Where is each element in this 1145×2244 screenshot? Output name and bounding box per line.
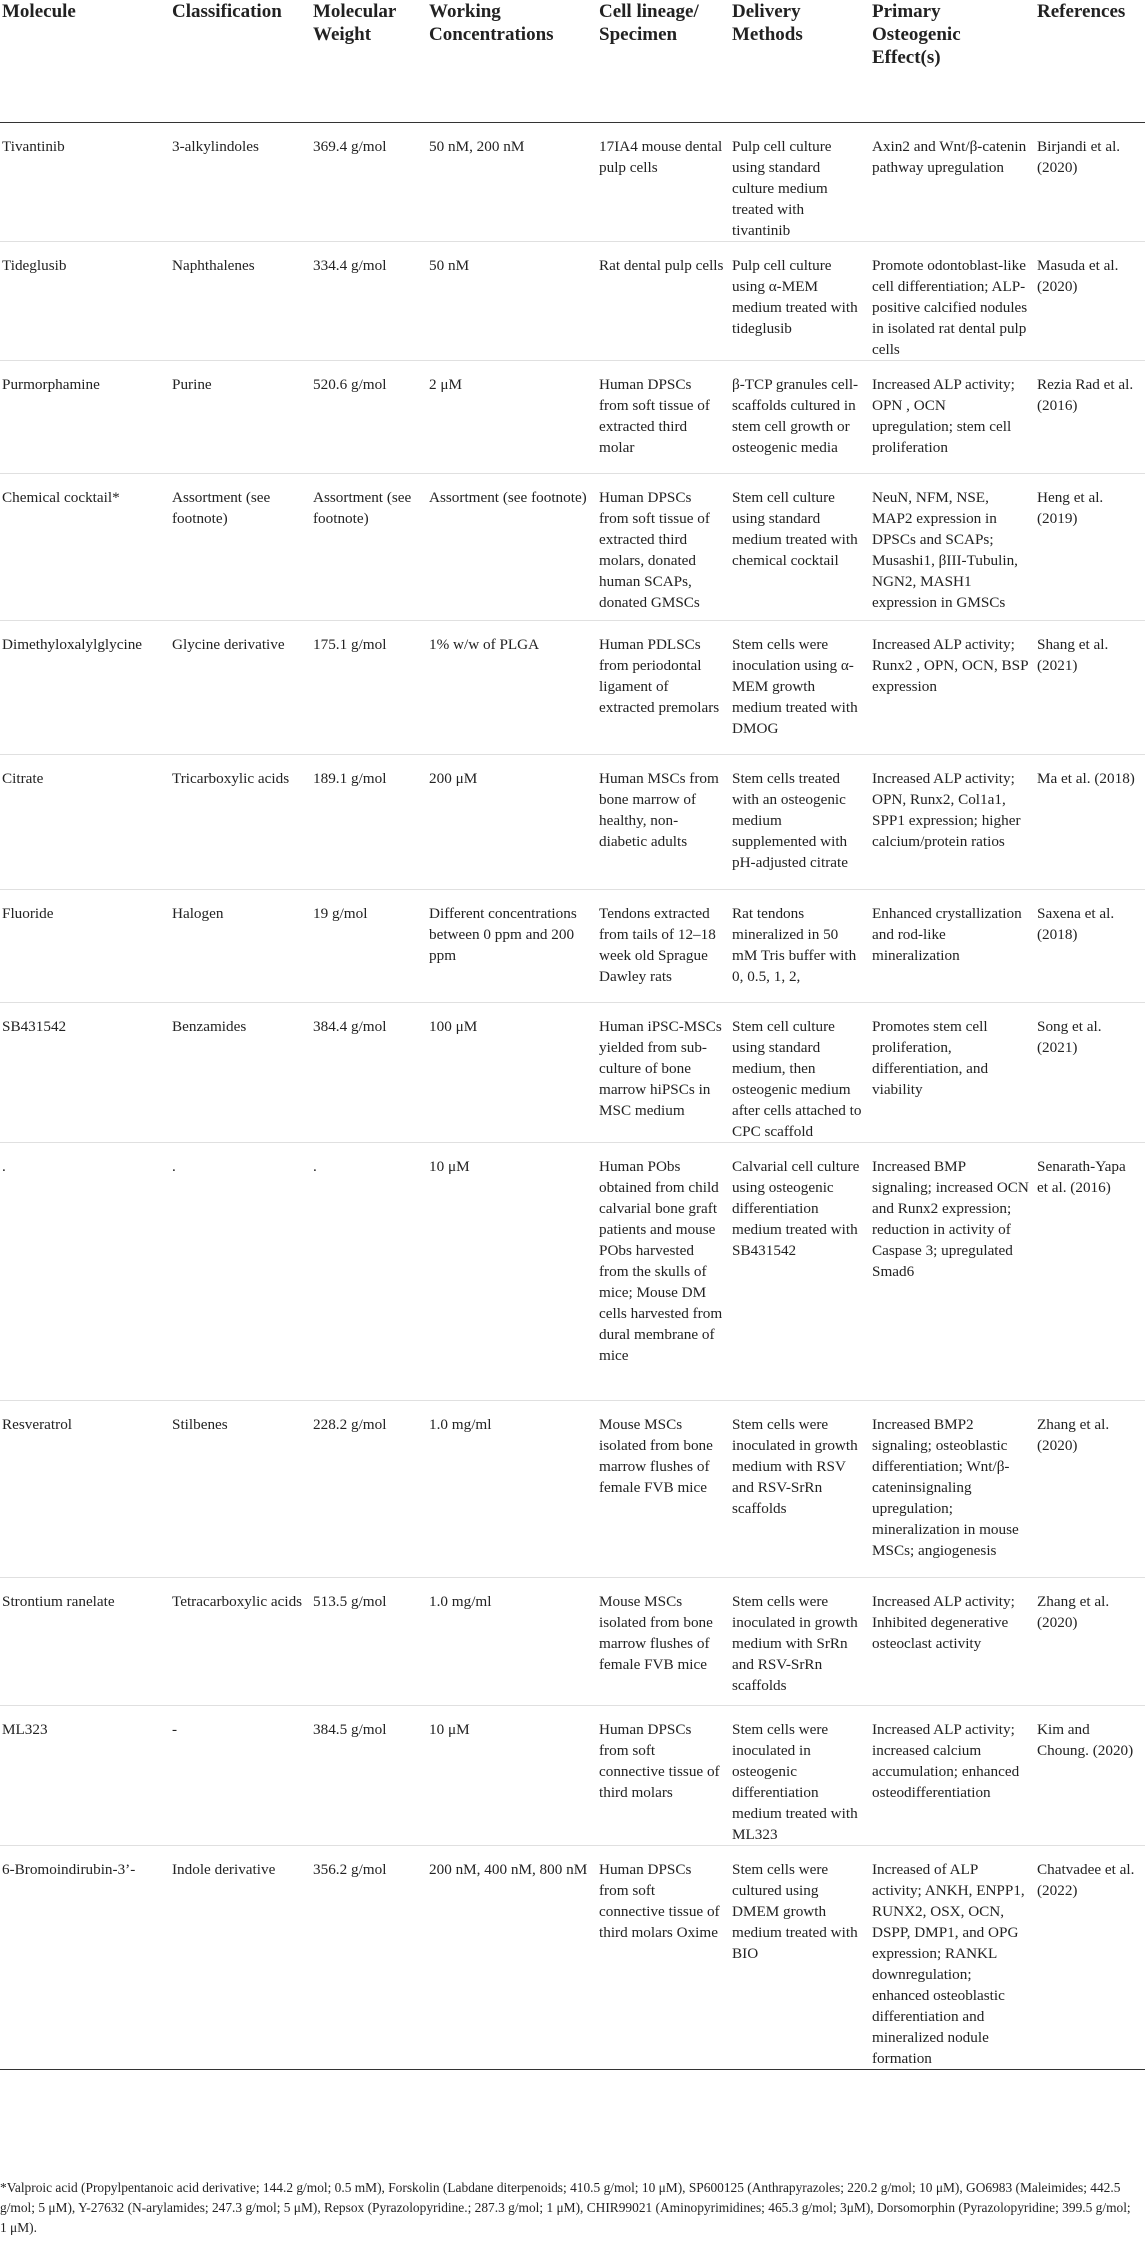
cell-classification: Stilbenes (170, 1400, 311, 1577)
cell-molecule: 6-Bromoindirubin-3’- (0, 1845, 170, 2069)
cell-delivery-method: Stem cell culture using standard medium, then osteogenic medium after cells attached to CPC scaffold (730, 1002, 870, 1142)
cell-reference: Chatvadee et al. (2022) (1035, 1845, 1145, 2069)
cell-reference: Masuda et al. (2020) (1035, 241, 1145, 360)
cell-working-concentration: 1.0 mg/ml (427, 1400, 597, 1577)
cell-osteogenic-effect: Increased ALP activity; OPN , OCN upregulation; stem cell proliferation (870, 360, 1035, 473)
cell-delivery-method: Stem cells treated with an osteogenic medium supplemented with pH-adjusted citrate (730, 754, 870, 889)
header-delivery-methods: Delivery Methods (730, 0, 870, 122)
cell-cell-lineage: 17IA4 mouse dental pulp cells (597, 122, 730, 241)
cell-molecule: Tivantinib (0, 122, 170, 241)
cell-reference: Song et al. (2021) (1035, 1002, 1145, 1142)
table-row (0, 1002, 1145, 1142)
cell-cell-lineage: Human DPSCs from soft tissue of extracted third molars, donated human SCAPs, donated GMSCs (597, 473, 730, 620)
cell-osteogenic-effect: Increased ALP activity; Runx2 , OPN, OCN, BSP expression (870, 620, 1035, 754)
cell-delivery-method: Stem cells were inoculation using α-MEM growth medium treated with DMOG (730, 620, 870, 754)
table-row (0, 1142, 1145, 1400)
cell-cell-lineage: Rat dental pulp cells (597, 241, 730, 360)
header-osteogenic-effects: Primary Osteogenic Effect(s) (870, 0, 1035, 122)
table-header (0, 0, 1145, 122)
cell-working-concentration: 1% w/w of PLGA (427, 620, 597, 754)
table-row (0, 889, 1145, 1002)
cell-classification: Tricarboxylic acids (170, 754, 311, 889)
table-row (0, 122, 1145, 241)
cell-reference: Shang et al. (2021) (1035, 620, 1145, 754)
cell-molecular-weight: 513.5 g/mol (311, 1577, 427, 1705)
cell-cell-lineage: Mouse MSCs isolated from bone marrow flushes of female FVB mice (597, 1400, 730, 1577)
cell-classification: 3-alkylindoles (170, 122, 311, 241)
cell-classification: Glycine derivative (170, 620, 311, 754)
cell-molecule: Citrate (0, 754, 170, 889)
header-working-concentrations: Working Concentrations (427, 0, 597, 122)
header-references: References (1035, 0, 1145, 122)
cell-classification: Indole derivative (170, 1845, 311, 2069)
cell-molecule: SB431542 (0, 1002, 170, 1142)
cell-molecular-weight: 369.4 g/mol (311, 122, 427, 241)
cell-classification: Tetracarboxylic acids (170, 1577, 311, 1705)
cell-classification: Halogen (170, 889, 311, 1002)
cell-cell-lineage: Human iPSC-MSCs yielded from sub-culture of bone marrow hiPSCs in MSC medium (597, 1002, 730, 1142)
cell-delivery-method: Stem cell culture using standard medium treated with chemical cocktail (730, 473, 870, 620)
cell-molecular-weight: 189.1 g/mol (311, 754, 427, 889)
header-molecular-weight: Molecular Weight (311, 0, 427, 122)
cell-molecule: Dimethyloxalylglycine (0, 620, 170, 754)
cell-working-concentration: 1.0 mg/ml (427, 1577, 597, 1705)
cell-molecular-weight: 520.6 g/mol (311, 360, 427, 473)
cell-osteogenic-effect: Promote odontoblast-like cell differentiation; ALP-positive calcified nodules in isolated rat dental pulp cells (870, 241, 1035, 360)
table-row (0, 620, 1145, 754)
cell-delivery-method: Stem cells were cultured using DMEM growth medium treated with BIO (730, 1845, 870, 2069)
cell-molecule: Resveratrol (0, 1400, 170, 1577)
cell-reference: Ma et al. (2018) (1035, 754, 1145, 889)
table-body (0, 122, 1145, 2069)
cell-classification: Naphthalenes (170, 241, 311, 360)
cell-molecule: ML323 (0, 1705, 170, 1845)
cell-osteogenic-effect: Increased ALP activity; increased calcium accumulation; enhanced osteodifferentiation (870, 1705, 1035, 1845)
cell-molecular-weight: 384.5 g/mol (311, 1705, 427, 1845)
cell-osteogenic-effect: Increased ALP activity; Inhibited degenerative osteoclast activity (870, 1577, 1035, 1705)
cell-working-concentration: 10 μM (427, 1705, 597, 1845)
cell-molecular-weight: 334.4 g/mol (311, 241, 427, 360)
cell-working-concentration: 2 μM (427, 360, 597, 473)
cell-working-concentration: Assortment (see footnote) (427, 473, 597, 620)
table-row (0, 360, 1145, 473)
cell-delivery-method: Rat tendons mineralized in 50 mM Tris buffer with 0, 0.5, 1, 2, (730, 889, 870, 1002)
cell-molecule: Fluoride (0, 889, 170, 1002)
cell-molecular-weight: . (311, 1142, 427, 1400)
table-row (0, 1845, 1145, 2069)
header-classification: Classification (170, 0, 311, 122)
cell-molecular-weight: 19 g/mol (311, 889, 427, 1002)
table-footnote: *Valproic acid (Propylpentanoic acid derivative; 144.2 g/mol; 0.5 mM), Forskolin (Labdane diterpenoids; 410.5 g/mol; 10 μM), SP600125 (Anthrapyrazoles; 220.2 g/mol; 10 μM), GO6983 (Maleimides; 442.5 g/mol; 5 μM), Y-27632 (N-arylamides; 247.3 g/mol; 5 μM), Repsox (Pyrazolopyridine.; 287.3 g/mol; 1 μM), CHIR99021 (Aminopyrimidines; 465.3 g/mol; 3μM), Dorsomorphin (Pyrazolopyridine; 399.5 g/mol; 1 μM). (0, 2180, 1131, 2235)
cell-delivery-method: Stem cells were inoculated in growth medium with SrRn and RSV-SrRn scaffolds (730, 1577, 870, 1705)
table-row (0, 754, 1145, 889)
cell-osteogenic-effect: Increased ALP activity; OPN, Runx2, Col1a1, SPP1 expression; higher calcium/protein ratios (870, 754, 1035, 889)
cell-molecular-weight: 228.2 g/mol (311, 1400, 427, 1577)
table-row (0, 1705, 1145, 1845)
cell-classification: . (170, 1142, 311, 1400)
cell-molecule: Purmorphamine (0, 360, 170, 473)
header-cell-lineage: Cell lineage/ Specimen (597, 0, 730, 122)
cell-osteogenic-effect: Increased BMP signaling; increased OCN and Runx2 expression; reduction in activity of Caspase 3; upregulated Smad6 (870, 1142, 1035, 1400)
cell-cell-lineage: Tendons extracted from tails of 12–18 week old Sprague Dawley rats (597, 889, 730, 1002)
cell-molecule: Strontium ranelate (0, 1577, 170, 1705)
cell-working-concentration: 50 nM, 200 nM (427, 122, 597, 241)
cell-reference: Saxena et al. (2018) (1035, 889, 1145, 1002)
cell-osteogenic-effect: Axin2 and Wnt/β-catenin pathway upregulation (870, 122, 1035, 241)
cell-cell-lineage: Mouse MSCs isolated from bone marrow flushes of female FVB mice (597, 1577, 730, 1705)
cell-osteogenic-effect: Increased of ALP activity; ANKH, ENPP1, RUNX2, OSX, OCN, DSPP, DMP1, and OPG expression; RANKL downregulation; enhanced osteoblastic differentiation and mineralized nodule formation (870, 1845, 1035, 2069)
cell-reference: Senarath-Yapa et al. (2016) (1035, 1142, 1145, 1400)
cell-delivery-method: Stem cells were inoculated in osteogenic differentiation medium treated with ML323 (730, 1705, 870, 1845)
cell-reference: Zhang et al. (2020) (1035, 1400, 1145, 1577)
cell-classification: Purine (170, 360, 311, 473)
header-row (0, 0, 1145, 122)
cell-osteogenic-effect: NeuN, NFM, NSE, MAP2 expression in DPSCs and SCAPs; Musashi1, βIII-Tubulin, NGN2, MASH1 expression in GMSCs (870, 473, 1035, 620)
header-molecule: Molecule (0, 0, 170, 122)
cell-molecular-weight: Assortment (see footnote) (311, 473, 427, 620)
cell-reference: Birjandi et al. (2020) (1035, 122, 1145, 241)
cell-working-concentration: 100 μM (427, 1002, 597, 1142)
cell-reference: Rezia Rad et al. (2016) (1035, 360, 1145, 473)
cell-working-concentration: 200 nM, 400 nM, 800 nM (427, 1845, 597, 2069)
cell-cell-lineage: Human DPSCs from soft connective tissue of third molars (597, 1705, 730, 1845)
cell-molecule: . (0, 1142, 170, 1400)
cell-cell-lineage: Human DPSCs from soft tissue of extracted third molar (597, 360, 730, 473)
cell-osteogenic-effect: Enhanced crystallization and rod-like mineralization (870, 889, 1035, 1002)
cell-osteogenic-effect: Increased BMP2 signaling; osteoblastic differentiation; Wnt/β-cateninsignaling upregulation; mineralization in mouse MSCs; angiogenesis (870, 1400, 1035, 1577)
cell-delivery-method: Pulp cell culture using standard culture medium treated with tivantinib (730, 122, 870, 241)
cell-delivery-method: Calvarial cell culture using osteogenic differentiation medium treated with SB431542 (730, 1142, 870, 1400)
cell-molecular-weight: 175.1 g/mol (311, 620, 427, 754)
table-row (0, 241, 1145, 360)
table-row (0, 1400, 1145, 1577)
table-row (0, 473, 1145, 620)
cell-classification: Benzamides (170, 1002, 311, 1142)
cell-cell-lineage: Human PObs obtained from child calvarial bone graft patients and mouse PObs harvested from the skulls of mice; Mouse DM cells harvested from dural membrane of mice (597, 1142, 730, 1400)
cell-working-concentration: 200 μM (427, 754, 597, 889)
cell-cell-lineage: Human PDLSCs from periodontal ligament of extracted premolars (597, 620, 730, 754)
cell-molecular-weight: 384.4 g/mol (311, 1002, 427, 1142)
cell-reference: Zhang et al. (2020) (1035, 1577, 1145, 1705)
cell-cell-lineage: Human MSCs from bone marrow of healthy, non-diabetic adults (597, 754, 730, 889)
cell-molecular-weight: 356.2 g/mol (311, 1845, 427, 2069)
cell-working-concentration: 10 μM (427, 1142, 597, 1400)
table-row (0, 1577, 1145, 1705)
cell-cell-lineage: Human DPSCs from soft connective tissue of third molars Oxime (597, 1845, 730, 2069)
cell-delivery-method: β-TCP granules cell-scaffolds cultured in stem cell growth or osteogenic media (730, 360, 870, 473)
cell-working-concentration: Different concentrations between 0 ppm and 200 ppm (427, 889, 597, 1002)
cell-molecule: Chemical cocktail* (0, 473, 170, 620)
cell-delivery-method: Stem cells were inoculated in growth medium with RSV and RSV-SrRn scaffolds (730, 1400, 870, 1577)
cell-molecule: Tideglusib (0, 241, 170, 360)
cell-classification: - (170, 1705, 311, 1845)
cell-osteogenic-effect: Promotes stem cell proliferation, differentiation, and viability (870, 1002, 1035, 1142)
cell-reference: Kim and Choung. (2020) (1035, 1705, 1145, 1845)
cell-delivery-method: Pulp cell culture using α-MEM medium treated with tideglusib (730, 241, 870, 360)
cell-reference: Heng et al. (2019) (1035, 473, 1145, 620)
cell-working-concentration: 50 nM (427, 241, 597, 360)
cell-classification: Assortment (see footnote) (170, 473, 311, 620)
